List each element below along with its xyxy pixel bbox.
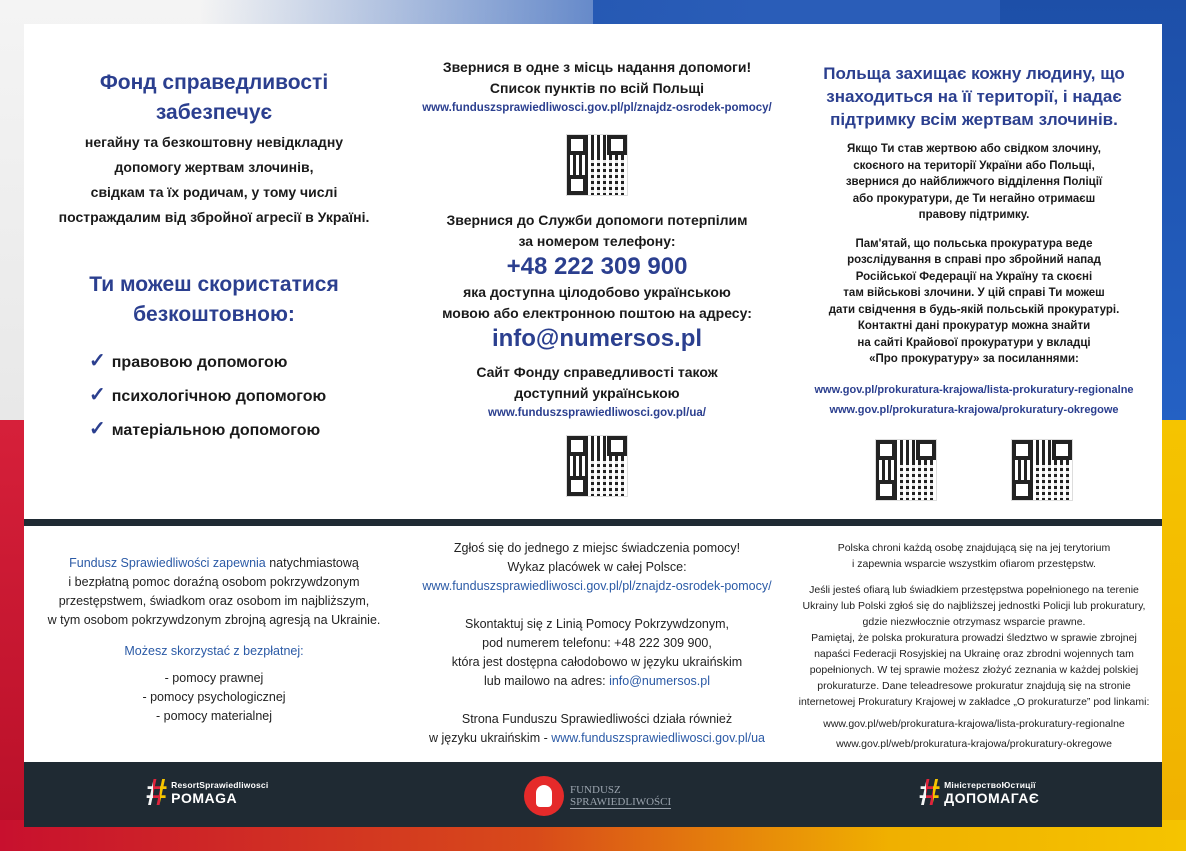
uk-c2-line3: Звернися до Служби допомоги потерпілим [446,212,748,228]
list-item: ✓ психологічною допомогою [89,384,327,406]
fund-ua-link[interactable]: www.funduszsprawiedliwosci.gov.pl/ua/ [488,407,706,419]
prosecutor-district-link[interactable]: www.gov.pl/prokuratura-krajowa/prokuratury-okregowe [829,403,1119,416]
qr-code-icon [1012,440,1072,500]
pl-text: Skontaktuj się z Linią Pomocy Pokrzywdzonym, [465,617,729,631]
hashtag-icon: # [146,772,168,814]
uk-c3-title: Польща захищає кожну людину, що [823,64,1125,83]
pl-column-3 [794,540,1154,754]
uk-body-line: допомогу жертвам злочинів, [114,159,314,175]
fund-centers-link[interactable]: www.funduszsprawiedliwosci.gov.pl/pl/znajdz-osrodek-pomocy/ [422,102,772,114]
uk-c3-title: підтримку всім жертвам злочинів. [830,110,1118,129]
list-item: - pomocy psychologicznej [142,690,286,704]
logo-big-text: ДОПОМАГАЄ [944,790,1040,806]
uk-title-line2: забезпечує [155,101,273,124]
uk-column-3 [794,62,1154,500]
uk-c2-line6: мовою або електронною поштою на адресу: [442,305,752,321]
uk-c2-line4: за номером телефону: [518,233,676,249]
pl-email-link[interactable]: info@numersos.pl [609,674,710,688]
eagle-icon [524,776,564,816]
checkmark-icon: ✓ [89,384,106,406]
ukrainian-section [24,24,1162,519]
uk-c3-p2: на сайті Крайової прокуратури у вкладці [857,336,1091,349]
uk-c3-p2: розслідування в справі про збройний напад [847,254,1101,266]
uk-c2-line2: Список пунктів по всій Польщі [489,80,705,96]
pl-subtitle: Możesz skorzystać z bezpłatnej: [124,644,304,658]
logo-small-text: ResortSprawiedliwosci [171,780,269,790]
pl-text: lub mailowo na adres: [483,674,610,688]
logo-small-text: МіністерствоЮстиції [944,780,1036,790]
fundusz-line1: FUNDUSZ [570,783,621,796]
pl-text: w języku ukraińskim - [428,731,552,745]
pl-column-1 [34,554,394,726]
qr-code-icon [567,135,627,195]
pl-c3-text: napaści Federacji Rosyjskiej na Ukrainę oraz zbrodni wojennych tam [814,648,1134,660]
uk-c2-line5: яка доступна цілодобово українською [463,284,731,300]
list-item: - pomocy materialnej [155,709,272,723]
uk-help-list [89,344,394,446]
list-item: ✓ матеріальною допомогою [89,418,321,440]
pl-text: Wykaz placówek w całej Polsce: [507,560,687,574]
pl-fund-name: Fundusz Sprawiedliwości zapewnia [69,556,266,570]
pl-c3-text: Ukrainy lub Polski zgłoś się do najbliższej jednostki Policji lub prokuratury, [802,600,1146,612]
pl-c3-title: i zapewnia wsparcie wszystkim ofiarom przestępstw. [852,558,1096,570]
uk-c3-p2: Російської Федерації на Україну та скоєні [855,270,1093,283]
fundusz-logo [524,776,671,816]
footer-bar [24,762,1162,827]
ministry-dopomahaie-logo [919,774,1039,812]
prosecutor-regional-link[interactable]: www.gov.pl/prokuratura-krajowa/lista-prokuratury-regionalne [814,383,1134,396]
qr-code-icon [567,436,627,496]
uk-c2-line8: доступний українською [514,385,680,401]
pl-c3-title: Polska chroni każdą osobę znajdującą się na jej terytorium [837,542,1111,554]
uk-body-line: негайну та безкоштовну невідкладну [84,134,344,150]
pl-fund-ua-link[interactable]: www.funduszsprawiedliwosci.gov.pl/ua [551,731,765,745]
uk-c3-p2: «Про прокуратуру» за посиланнями: [869,353,1079,365]
pl-c3-text: popełnionych. W tej sprawie możesz złożyć zeznania w każdej polskiej [809,664,1139,676]
uk-c3-p2: там військові злочини. У цій справі Ти можеш [843,287,1105,299]
uk-column-2 [412,57,782,501]
leaflet-sheet [24,24,1162,827]
pl-text: pod numerem telefonu: +48 222 309 900, [482,636,712,650]
logo-big-text: POMAGA [171,790,238,806]
pl-c3-text: prokuraturze. Dane teleadresowe prokuratur znajdują się na stronie [817,680,1131,692]
list-item: - pomocy prawnej [164,671,264,685]
uk-subtitle-line2: безкоштовною: [133,303,295,326]
pl-text: Zgłoś się do jednego z miejsc świadczenia pomocy! [453,541,741,555]
checkmark-icon: ✓ [89,418,106,440]
uk-body-line: свідкам та їх родичам, у тому числі [90,184,338,200]
pl-prosecutor-district-link[interactable]: www.gov.pl/web/prokuratura-krajowa/prokuratury-okregowe [836,738,1112,750]
uk-subtitle-line1: Ти можеш скористатися [89,273,339,296]
list-item: ✓ правовою допомогою [89,350,288,372]
pl-prosecutor-regional-link[interactable]: www.gov.pl/web/prokuratura-krajowa/lista-prokuratury-regionalne [823,718,1125,730]
pl-c3-text: Pamiętaj, że polska prokuratura prowadzi śledztwo w sprawie zbrojnej [811,632,1137,644]
hashtag-icon: # [919,772,941,814]
pl-c3-text: gdzie niezwłocznie otrzymasz wsparcie prawne. [862,616,1086,628]
pl-text: która jest dostępna całodobowo w języku ukraińskim [451,655,743,669]
uk-c3-p2: дати свідчення в будь-якій польській прокуратурі. [828,303,1120,316]
uk-c3-p1: скоєного на території України або Польщі, [853,159,1095,172]
phone-number[interactable]: +48 222 309 900 [506,253,688,280]
section-divider [24,519,1162,526]
uk-title-line1: Фонд справедливості [99,71,329,94]
uk-c3-p1: правову підтримку. [918,209,1030,221]
uk-c2-line1: Звернися в одне з місць надання допомоги! [442,59,752,75]
polish-section [24,526,1162,762]
pl-centers-link[interactable]: www.funduszsprawiedliwosci.gov.pl/pl/znajdz-osrodek-pomocy/ [422,579,772,593]
fundusz-line2: SPRAWIEDLIWOŚCI [570,795,672,808]
qr-code-icon [876,440,936,500]
uk-c3-p1: звернися до найближчого відділення Поліції [845,176,1103,188]
uk-c3-p2: Пам'ятай, що польська прокуратура веде [855,237,1093,250]
pl-text: i bezpłatną pomoc doraźną osobom pokrzywdzonym [68,575,360,589]
pl-c3-text: Jeśli jesteś ofiarą lub świadkiem przestępstwa popełnionego na terenie [809,584,1139,596]
uk-c3-p2: Контактні дані прокуратур можна знайти [857,320,1091,332]
pl-text: przestępstwem, świadkom oraz osobom im najbliższym, [58,594,370,608]
pl-column-2 [412,539,782,748]
resort-pomaga-logo [146,774,268,812]
uk-c3-p1: Якщо Ти став жертвою або свідком злочину, [847,143,1101,155]
pl-text: natychmiastową [265,556,359,570]
uk-c3-p1: або прокуратури, де Ти негайно отримаєш [852,192,1096,205]
pl-text: w tym osobom pokrzywdzonym zbrojną agresją na Ukrainie. [47,613,381,627]
pl-c3-text: internetowej Prokuratury Krajowej w zakładce „O prokuraturze” pod linkami: [798,696,1150,708]
uk-c3-title: знаходиться на її території, і надає [826,87,1122,106]
pl-text: Strona Funduszu Sprawiedliwości działa również [461,712,733,726]
email-link[interactable]: info@numersos.pl [491,325,703,352]
uk-column-1 [34,68,394,446]
checkmark-icon: ✓ [89,350,106,372]
uk-c2-line7: Сайт Фонду справедливості також [476,364,718,380]
uk-body-line: постраждалим від збройної агресії в Україні. [58,209,370,225]
